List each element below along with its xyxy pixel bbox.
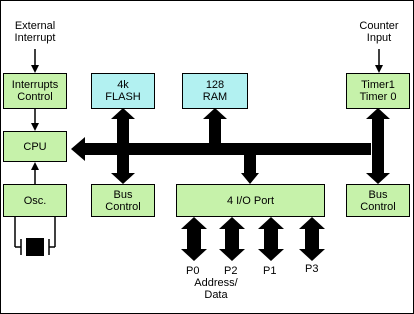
port-label-p2: P2 (224, 265, 238, 277)
flash-line1: 4k (117, 79, 129, 91)
port-arrow-p3 (299, 217, 325, 261)
external-interrupt-label-line2: Interrupt (14, 32, 56, 44)
ram-line1: 128 (205, 79, 225, 91)
port-arrow-p0 (181, 217, 207, 261)
bus-control-left-line1: Bus (113, 188, 133, 201)
bus-control-left-line2: Control (105, 200, 141, 213)
bus-control-right-block (346, 184, 410, 217)
external-interrupt-label-line1: External (14, 20, 56, 32)
cpu-block (3, 131, 67, 162)
osc-block (3, 184, 67, 217)
interrupts-control-line2: Control (17, 91, 53, 103)
ram-bus-arrow (203, 108, 227, 143)
port-arrow-p1 (258, 217, 284, 261)
counter-input-label (349, 20, 409, 44)
port-label-p3: P3 (305, 263, 319, 275)
cpu-label: CPU (23, 140, 47, 153)
counter-input-label-line2: Input (366, 32, 392, 44)
bus-control-left-block (91, 184, 155, 217)
io-port-block (176, 184, 325, 217)
external-interrupt-label (5, 20, 65, 44)
ram-block (182, 73, 248, 109)
interrupts-control-line1: Interrupts (11, 79, 59, 91)
bus-control-right-line2: Control (360, 200, 396, 213)
interrupt-to-cpu-arrow (31, 109, 39, 131)
timer-line2: Timer 0 (359, 91, 397, 103)
osc-to-cpu-arrow (31, 162, 39, 184)
address-data-line2: Data (204, 289, 228, 301)
bus-control-right-line1: Bus (368, 188, 388, 201)
interrupts-control-block (3, 73, 67, 109)
io-port-label: 4 I/O Port (226, 194, 275, 207)
port-label-p1: P1 (263, 265, 277, 277)
address-data-label (186, 277, 246, 301)
counter-input-arrow (375, 49, 383, 73)
address-data-line1: Address/ (194, 277, 238, 289)
osc-label: Osc. (23, 194, 47, 207)
flash-block (91, 73, 155, 109)
timer-block (346, 73, 410, 109)
io-port-bus-arrow (241, 155, 259, 184)
timer-line1: Timer1 (361, 79, 395, 91)
flash-line2: FLASH (105, 91, 141, 103)
port-label-p0: P0 (186, 265, 200, 277)
ram-line2: RAM (202, 91, 228, 103)
port-arrow-p2 (219, 217, 245, 261)
crystal-icon (15, 217, 55, 256)
external-interrupt-arrow (31, 49, 39, 73)
counter-input-label-line1: Counter (359, 20, 399, 32)
